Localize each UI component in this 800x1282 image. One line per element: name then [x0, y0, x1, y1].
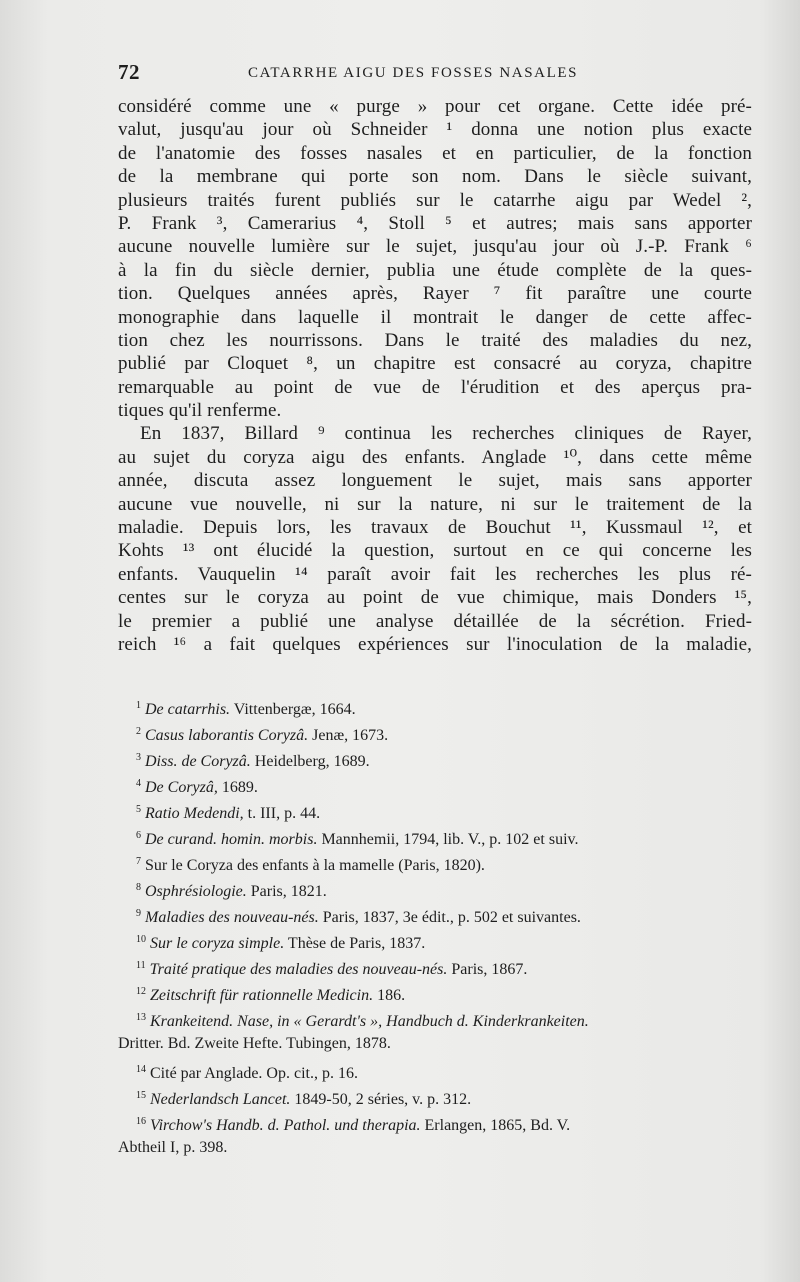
footnote [118, 1057, 752, 1083]
text-line: maladie. Depuis lors, les travaux de Bouchut ¹¹, Kussmaul ¹², et [118, 517, 752, 539]
text-line: publié par Cloquet ⁸, un chapitre est consacré au coryza, chapitre [118, 353, 752, 375]
footnote [118, 823, 752, 849]
footnote-text: Erlangen, 1865, Bd. V. [420, 1117, 571, 1134]
text-line: tion chez les nourrissons. Dans le traité des maladies du nez, [118, 329, 752, 351]
footnote-continuation [118, 1031, 752, 1057]
page-header [118, 60, 752, 90]
footnote-mark: 4 [136, 778, 141, 789]
text-line: valut, jusqu'au jour où Schneider ¹ donna une notion plus exacte [118, 119, 752, 141]
footnote-text: Abtheil I, p. 398. [118, 1139, 228, 1156]
text-line: reich ¹⁶ a fait quelques expériences sur l'inoculation de la maladie, [118, 633, 752, 655]
text-line: aucune vue nouvelle, ni sur la nature, ni sur le traitement de la [118, 493, 752, 515]
footnote-title: Zeitschrift für rationnelle Medicin. [150, 987, 374, 1004]
footnote-mark: 5 [136, 804, 141, 815]
text-line: centes sur le coryza au point de vue chimique, mais Donders ¹⁵, [118, 587, 752, 609]
footnote-title: Ratio Medendi, [145, 805, 244, 822]
text-line: Kohts ¹³ ont élucidé la question, surtout en ce qui concerne les [118, 540, 752, 562]
footnote-mark: 3 [136, 752, 141, 763]
text-line: aucune nouvelle lumière sur le sujet, jusqu'au jour où J.-P. Frank ⁶ [118, 236, 752, 258]
footnote-title: De catarrhis. [145, 701, 231, 718]
text-line: En 1837, Billard ⁹ continua les recherches cliniques de Rayer, [140, 423, 752, 445]
footnote-text: Sur le Coryza des enfants à la mamelle (Paris, 1820). [145, 857, 485, 874]
text-line: P. Frank ³, Camerarius ⁴, Stoll ⁵ et autres; mais sans apporter [118, 212, 752, 234]
footnote-mark: 2 [136, 726, 141, 737]
footnote [118, 1005, 752, 1031]
footnote [118, 771, 752, 797]
footnote-mark: 9 [136, 908, 141, 919]
footnote-title: Casus laborantis Coryzâ. [145, 727, 309, 744]
footnote-text: 186. [373, 987, 406, 1004]
footnote-title: Krankeitend. Nase, in « Gerardt's », Handbuch d. Kinderkrankeiten. [150, 1013, 589, 1030]
footnote-mark: 12 [136, 986, 146, 997]
footnote-text: Vittenbergæ, 1664. [230, 701, 356, 718]
footnote-mark: 15 [136, 1090, 146, 1101]
footnote-mark: 13 [136, 1012, 146, 1023]
footnote-title: Traité pratique des maladies des nouveau-nés. [149, 961, 448, 978]
footnote [118, 875, 752, 901]
text-line: tion. Quelques années après, Rayer ⁷ fit paraître une courte [118, 283, 752, 305]
footnote-text: Thèse de Paris, 1837. [284, 935, 426, 952]
body-text [118, 95, 752, 656]
footnote [118, 719, 752, 745]
footnote-mark: 6 [136, 830, 141, 841]
footnote-mark: 7 [136, 856, 141, 867]
footnote-text: Paris, 1821. [246, 883, 327, 900]
footnote [118, 745, 752, 771]
footnote-mark: 11 [136, 960, 146, 971]
text-line: considéré comme une « purge » pour cet organe. Cette idée pré- [118, 96, 752, 117]
footnote-text: Cité par Anglade. Op. cit., p. 16. [150, 1065, 358, 1082]
page-number: 72 [118, 60, 140, 84]
text-line: de la membrane qui porte son nom. Dans le siècle suivant, [118, 166, 752, 188]
text-line: remarquable au point de vue de l'érudition et des aperçus pra- [118, 376, 752, 398]
footnote [118, 1083, 752, 1109]
text-line: au sujet du coryza aigu des enfants. Anglade ¹⁰, dans cette même [118, 446, 752, 468]
footnote-text: Heidelberg, 1689. [250, 753, 370, 770]
text-line: enfants. Vauquelin ¹⁴ paraît avoir fait les recherches les plus ré- [118, 563, 752, 585]
footnote-mark: 14 [136, 1064, 146, 1075]
footnote [118, 797, 752, 823]
footnote-title: Osphrésiologie. [145, 883, 247, 900]
footnote-mark: 1 [136, 700, 141, 711]
footnote [118, 979, 752, 1005]
footnote-mark: 16 [136, 1116, 146, 1127]
footnotes [118, 693, 752, 1161]
footnote [118, 953, 752, 979]
footnote-text: Dritter. Bd. Zweite Hefte. Tubingen, 1878. [118, 1035, 391, 1052]
text-line: à la fin du siècle dernier, publia une étude complète de la ques- [118, 259, 752, 281]
footnote-title: Virchow's Handb. d. Pathol. und therapia. [150, 1117, 421, 1134]
footnote-text: Paris, 1867. [447, 961, 528, 978]
footnote-title: Sur le coryza simple. [150, 935, 285, 952]
footnote [118, 901, 752, 927]
footnote-text: 1689. [217, 779, 258, 796]
footnote-title: Maladies des nouveau-nés. [145, 909, 319, 926]
text-line: année, discuta assez longuement le sujet, mais sans apporter [118, 470, 752, 492]
footnote-title: Diss. de Coryzâ. [145, 753, 251, 770]
footnote [118, 693, 752, 719]
footnote-title: Nederlandsch Lancet. [150, 1091, 291, 1108]
footnote-text: Jenæ, 1673. [308, 727, 389, 744]
text-line: monographie dans laquelle il montrait le danger de cette affec- [118, 306, 752, 328]
text-line: plusieurs traités furent publiés sur le catarrhe aigu par Wedel ², [118, 189, 752, 211]
footnote [118, 1109, 752, 1135]
footnote-text: Paris, 1837, 3e édit., p. 502 et suivantes. [318, 909, 581, 926]
footnote-mark: 10 [136, 934, 146, 945]
text-line: tiques qu'il renferme. [118, 400, 282, 422]
footnote-title: De curand. homin. morbis. [145, 831, 318, 848]
running-title: CATARRHE AIGU DES FOSSES NASALES [248, 65, 579, 81]
footnote [118, 927, 752, 953]
footnote-text: t. III, p. 44. [243, 805, 321, 822]
footnote-title: De Coryzâ, [145, 779, 218, 796]
text-line: le premier a publié une analyse détaillée de la sécrétion. Fried- [118, 610, 752, 632]
footnote-text: Mannhemii, 1794, lib. V., p. 102 et suiv. [317, 831, 579, 848]
footnote-text: 1849-50, 2 séries, v. p. 312. [290, 1091, 472, 1108]
footnote [118, 849, 752, 875]
footnote-continuation [118, 1135, 752, 1161]
footnote-mark: 8 [136, 882, 141, 893]
text-line: de l'anatomie des fosses nasales et en particulier, de la fonction [118, 142, 752, 164]
